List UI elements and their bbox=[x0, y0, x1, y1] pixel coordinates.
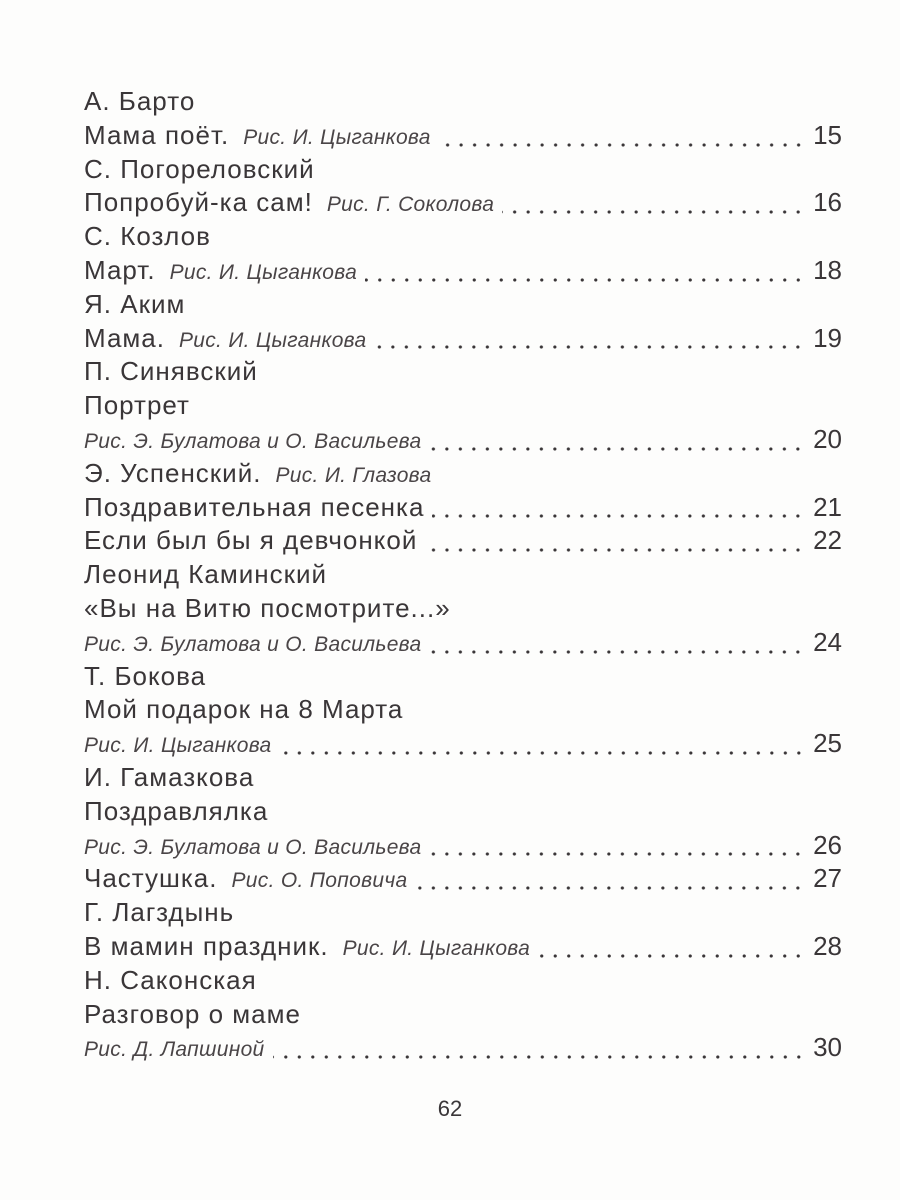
toc-title-line bbox=[84, 930, 842, 964]
work-title: Если был бы я девчонкой bbox=[84, 525, 418, 556]
page-reference: 24 bbox=[813, 626, 842, 657]
toc-title-line bbox=[84, 186, 842, 220]
work-title: Попробуй-ка сам! bbox=[84, 187, 313, 218]
work-title: Портрет bbox=[84, 390, 190, 421]
illustrator-credit: Рис. Э. Булатова и О. Васильева bbox=[84, 632, 422, 656]
author-name: П. Синявский bbox=[84, 356, 258, 387]
author-name: А. Барто bbox=[84, 86, 196, 116]
toc-author bbox=[84, 85, 842, 119]
author-name: Леонид Каминский bbox=[84, 559, 328, 590]
toc-author bbox=[84, 355, 842, 389]
dot-leader bbox=[415, 886, 805, 890]
page-reference: 28 bbox=[813, 930, 842, 961]
page-reference: 20 bbox=[813, 423, 842, 454]
dot-leader bbox=[365, 278, 805, 282]
illustrator-credit: Рис. Э. Булатова и О. Васильева bbox=[84, 835, 422, 859]
work-title: Частушка. bbox=[84, 863, 218, 894]
toc-author bbox=[84, 896, 842, 930]
page-reference: 19 bbox=[813, 322, 842, 353]
toc-title-line bbox=[84, 254, 842, 288]
illustrator-credit: Рис. И. Цыганкова bbox=[243, 125, 431, 149]
toc-author bbox=[84, 558, 842, 592]
author-name: С. Козлов bbox=[84, 221, 211, 252]
toc-credit-line bbox=[84, 1031, 842, 1065]
toc-title-line bbox=[84, 795, 842, 829]
toc-title-line bbox=[84, 524, 842, 558]
dot-leader bbox=[429, 447, 805, 451]
work-title: Март. bbox=[84, 254, 156, 285]
toc-credit-line bbox=[84, 423, 842, 457]
toc-author bbox=[84, 761, 842, 795]
illustrator-credit: Рис. Д. Лапшиной bbox=[84, 1038, 265, 1062]
author-name: Т. Бокова bbox=[84, 660, 207, 691]
page-reference: 16 bbox=[813, 187, 842, 218]
author-name: С. Погореловский bbox=[84, 153, 315, 184]
dot-leader bbox=[273, 1055, 806, 1059]
toc-credit-line bbox=[84, 829, 842, 863]
toc-author bbox=[84, 964, 842, 998]
work-title: В мамин праздник. bbox=[84, 930, 329, 961]
dot-leader bbox=[429, 650, 805, 654]
toc-title-line bbox=[84, 119, 842, 153]
page-reference: 27 bbox=[813, 863, 842, 894]
work-title: Поздравительная песенка bbox=[84, 491, 425, 522]
toc-credit-line bbox=[84, 727, 842, 761]
illustrator-credit: Рис. И. Цыганкова bbox=[178, 328, 367, 352]
dot-leader bbox=[538, 954, 805, 958]
page-reference: 30 bbox=[813, 1032, 842, 1063]
illustrator-credit: Рис. Г. Соколова bbox=[326, 193, 495, 217]
work-title: Мой подарок на 8 Марта bbox=[84, 694, 404, 725]
page-reference: 26 bbox=[813, 829, 842, 860]
dot-leader bbox=[439, 143, 805, 147]
toc-author bbox=[84, 153, 842, 187]
illustrator-credit: Рис. Э. Булатова и О. Васильева bbox=[84, 429, 422, 453]
dot-leader bbox=[432, 514, 805, 518]
illustrator-credit: Рис. И. Глазова bbox=[275, 463, 432, 487]
toc-title-line bbox=[84, 998, 842, 1032]
toc-title-line bbox=[84, 322, 842, 356]
toc-credit-line bbox=[84, 626, 842, 660]
toc-author bbox=[84, 288, 842, 322]
work-title: Мама. bbox=[84, 322, 165, 353]
illustrator-credit: Рис. И. Цыганкова bbox=[342, 936, 531, 960]
table-of-contents bbox=[84, 85, 842, 1065]
toc-title-line bbox=[84, 862, 842, 896]
dot-leader bbox=[280, 751, 806, 755]
author-name: Н. Саконская bbox=[84, 964, 257, 995]
author-name: Г. Лагздынь bbox=[84, 897, 235, 928]
toc-author bbox=[84, 660, 842, 694]
dot-leader bbox=[374, 345, 805, 349]
dot-leader bbox=[425, 548, 805, 552]
illustrator-credit: Рис. О. Поповича bbox=[231, 869, 408, 893]
illustrator-credit: Рис. И. Цыганкова bbox=[169, 260, 358, 284]
work-title: Разговор о маме bbox=[84, 998, 301, 1029]
page-reference: 25 bbox=[813, 728, 842, 759]
toc-author bbox=[84, 457, 842, 491]
work-title: Поздравлялка bbox=[84, 795, 269, 826]
page-number: 62 bbox=[437, 1096, 463, 1121]
author-name: Я. Аким bbox=[84, 288, 186, 319]
toc-title-line bbox=[84, 592, 842, 626]
page-reference: 18 bbox=[813, 254, 842, 285]
dot-leader bbox=[502, 210, 805, 214]
author-name: И. Гамазкова bbox=[84, 761, 255, 792]
toc-title-line bbox=[84, 491, 842, 525]
toc-title-line bbox=[84, 693, 842, 727]
page-reference: 22 bbox=[813, 525, 842, 556]
illustrator-credit: Рис. И. Цыганкова bbox=[84, 734, 272, 758]
page-reference: 21 bbox=[813, 491, 842, 522]
toc-author bbox=[84, 220, 842, 254]
toc-title-line bbox=[84, 389, 842, 423]
work-title: «Вы на Витю посмотрите...» bbox=[84, 592, 451, 623]
work-title: Мама поёт. bbox=[84, 119, 230, 150]
dot-leader bbox=[429, 852, 805, 856]
page-reference: 15 bbox=[813, 119, 842, 150]
author-name: Э. Успенский. bbox=[84, 457, 262, 488]
